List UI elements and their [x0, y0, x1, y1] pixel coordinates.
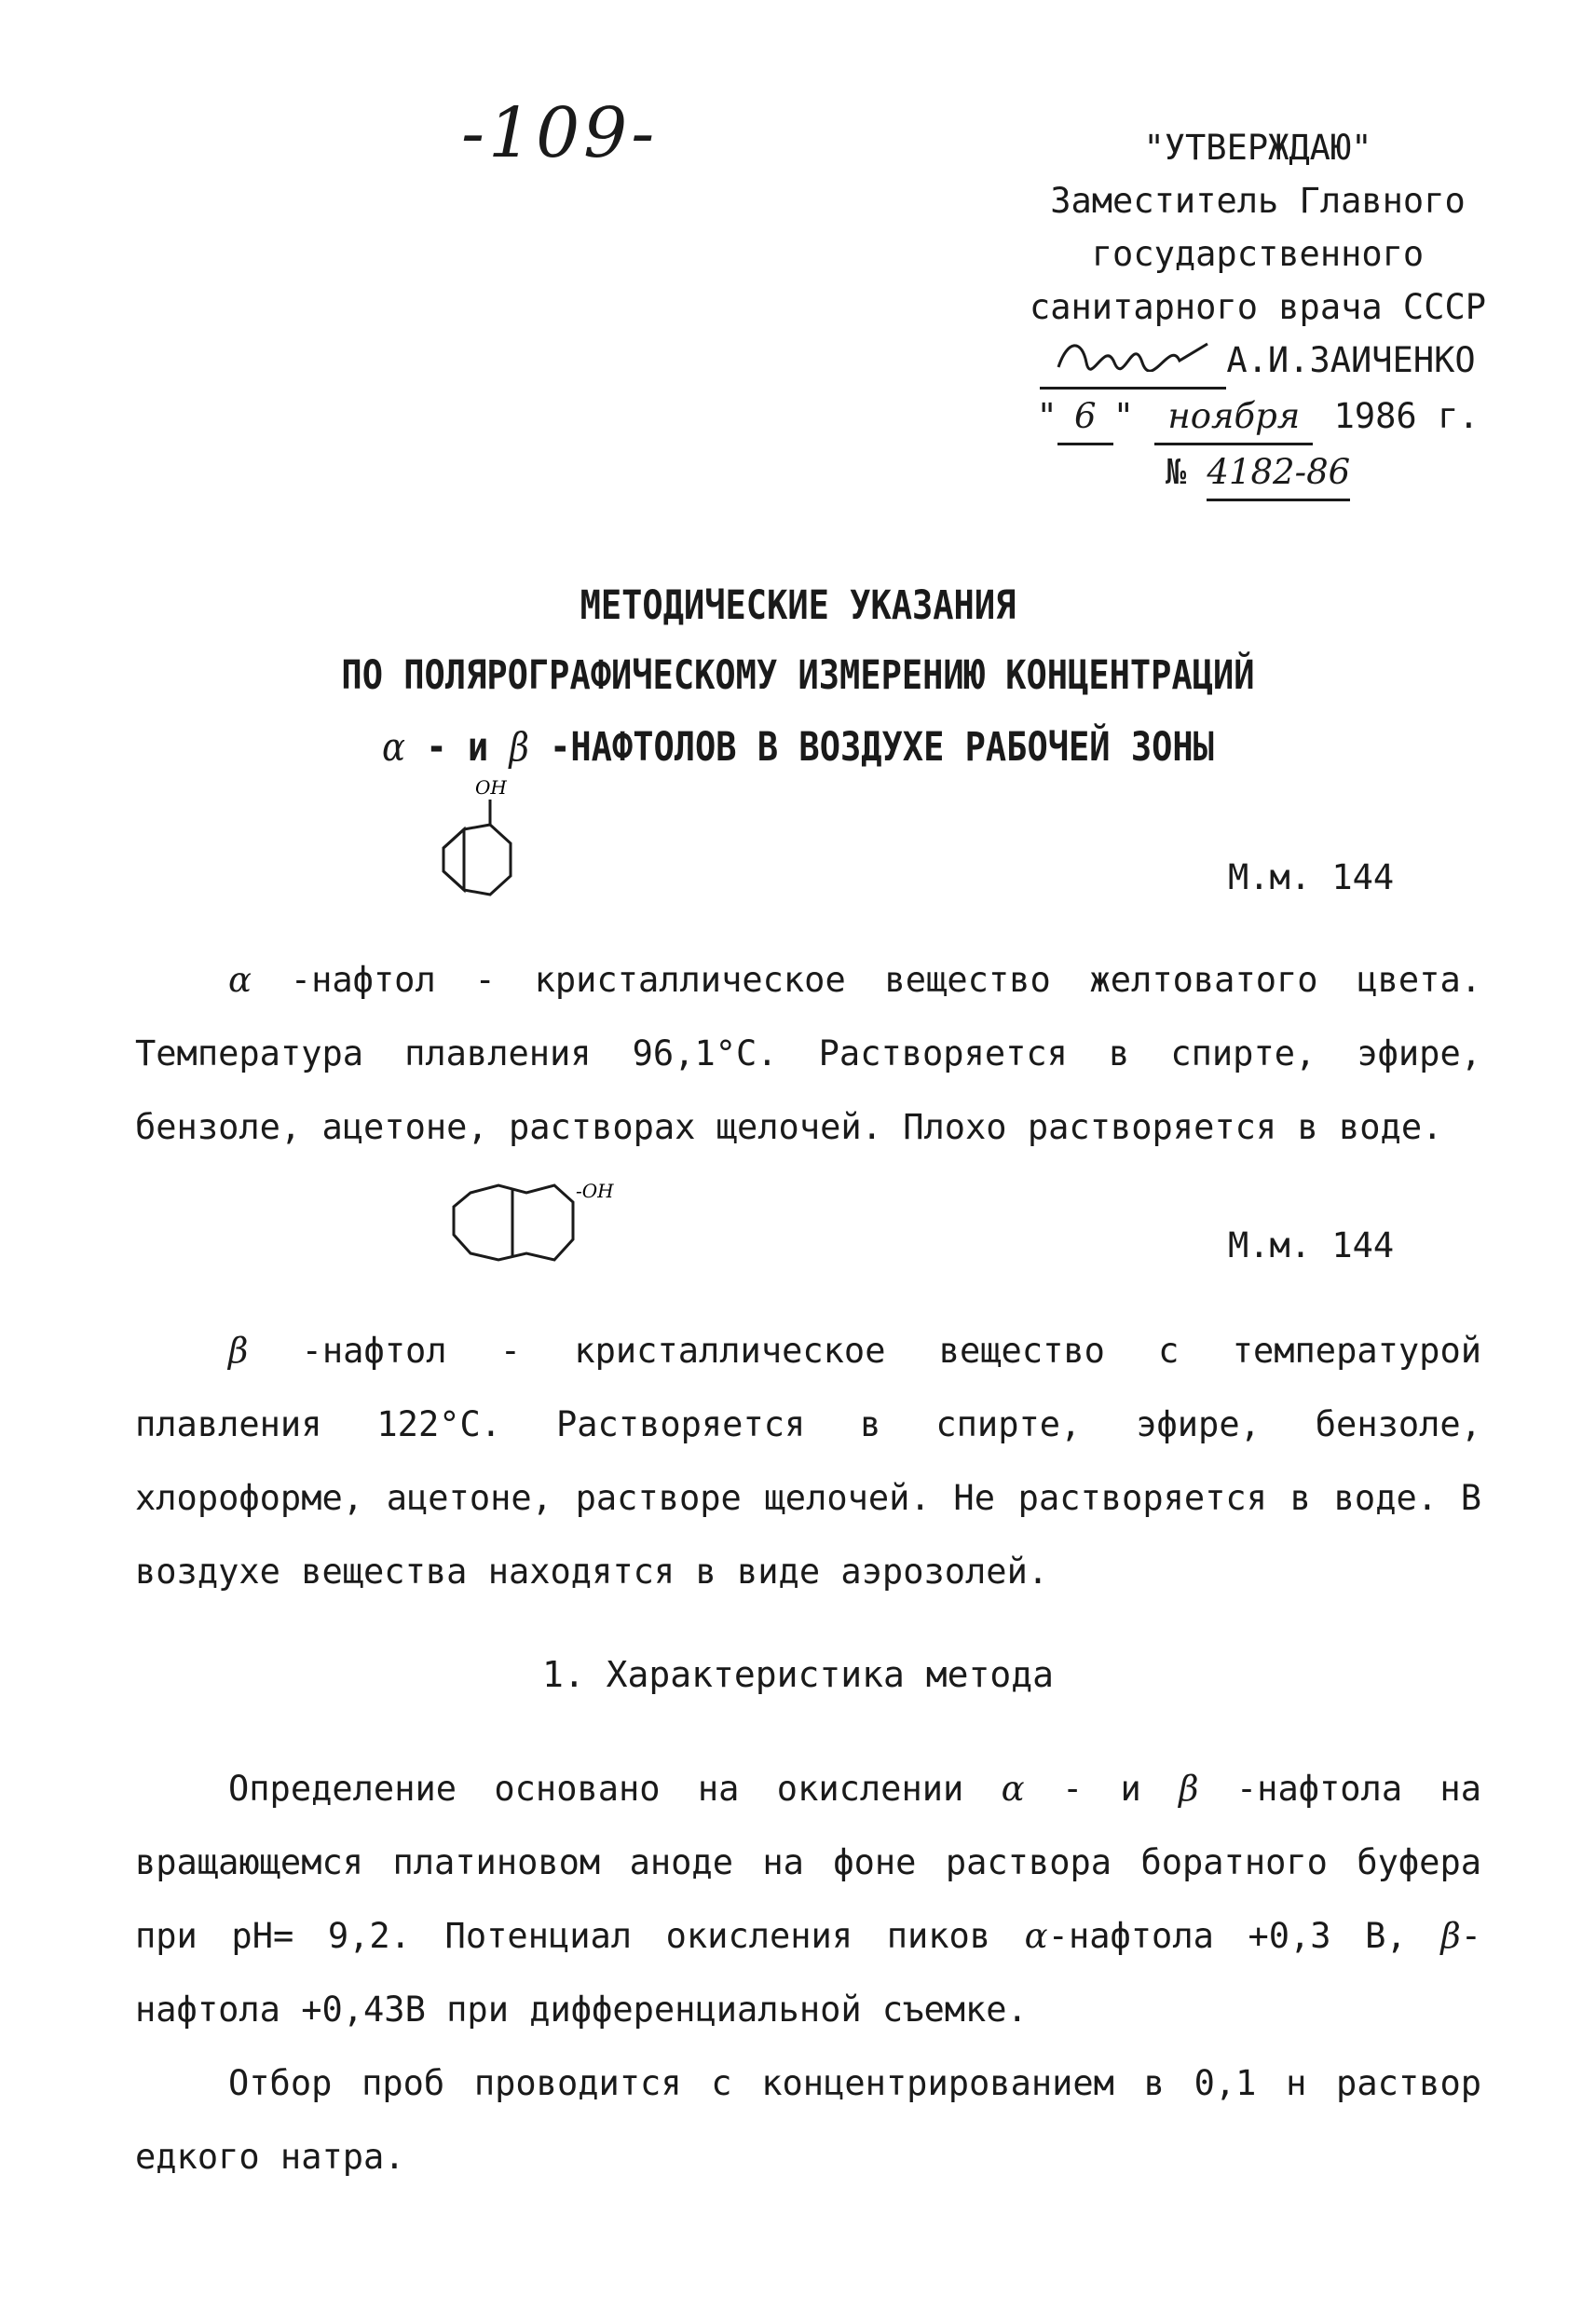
- alpha-symbol: α: [228, 960, 252, 1000]
- handwritten-signature: [1040, 334, 1226, 390]
- document-number: 4182-86: [1207, 445, 1350, 501]
- beta-naphthol-structure: [443, 1174, 629, 1280]
- beta-symbol: β: [1179, 1769, 1199, 1809]
- alpha-description-text: -нафтол - кристаллическое вещество желтоватого цвета. Температура плавления 96,1°С. Растворяется в спирте, эфире, бензоле, ацетоне, растворах щелочей. Плохо растворяется в воде.: [135, 960, 1481, 1147]
- alpha-naphthol-structure: [419, 773, 550, 926]
- section-heading: 1. Характеристика метода: [541, 1654, 1055, 1695]
- beta-description: [135, 1314, 1481, 1608]
- p1-part-e: -нафтола +0,43В при дифференциальной съемке.: [135, 1916, 1481, 2030]
- p1-part-d: -нафтола +0,3 В,: [1047, 1916, 1441, 1956]
- p1-part-c: -нафтола на вращающемся платиновом аноде на фоне раствора боратного буфера при pH= 9,2. Потенциал окисления пиков: [135, 1769, 1481, 1956]
- number-prefix: №: [1165, 452, 1187, 492]
- approval-position-line2: государственного: [1091, 234, 1425, 274]
- beta-oh-label: -OH: [576, 1180, 614, 1202]
- date-day: 6: [1057, 390, 1113, 445]
- title-line3: [0, 724, 1596, 770]
- approval-block: [1016, 121, 1500, 501]
- p1-part-b: - и: [1024, 1769, 1180, 1809]
- approval-date: [1016, 390, 1500, 445]
- beta-symbol: β: [1440, 1916, 1461, 1956]
- date-quote-close: ": [1112, 396, 1135, 436]
- signatory-name: А.И.ЗАИЧЕНКО: [1226, 340, 1476, 380]
- alpha-symbol: α: [382, 723, 406, 771]
- page-number: -109-: [461, 93, 659, 173]
- section1-paragraph1: [135, 1752, 1481, 2046]
- date-month: ноября: [1154, 390, 1313, 445]
- title-rest: -НАФТОЛОВ В ВОЗДУХЕ РАБОЧЕЙ ЗОНЫ: [528, 723, 1214, 771]
- date-quote-open: ": [1036, 396, 1057, 436]
- alpha-symbol: α: [1001, 1769, 1025, 1809]
- approval-position-line1: Заместитель Главного: [1050, 181, 1466, 221]
- title-and: - и: [405, 723, 510, 771]
- alpha-symbol: α: [1024, 1916, 1048, 1956]
- title-line2: ПО ПОЛЯРОГРАФИЧЕСКОМУ ИЗМЕРЕНИЮ КОНЦЕНТРАЦИЙ: [341, 651, 1255, 699]
- alpha-description: [135, 943, 1481, 1164]
- beta-symbol: β: [509, 723, 529, 771]
- title-line1: МЕТОДИЧЕСКИЕ УКАЗАНИЯ: [580, 581, 1016, 629]
- date-year: 1986 г.: [1333, 396, 1480, 436]
- approval-signature-line: [1016, 334, 1500, 390]
- approval-position-line3: санитарного врача СССР: [1029, 287, 1487, 327]
- approval-number: [1016, 445, 1500, 501]
- beta-description-text: -нафтол - кристаллическое вещество с температурой плавления 122°С. Растворяется в спирте, эфире, бензоле, хлороформе, ацетоне, растворе щелочей. Не растворяется в воде. В воздухе вещества находятся в виде аэрозолей.: [135, 1331, 1481, 1592]
- p1-part-a: Определение основано на окислении: [228, 1769, 1002, 1809]
- alpha-oh-label: OH: [475, 776, 507, 799]
- signature-scribble: [1040, 335, 1226, 372]
- section1-body: [135, 1752, 1481, 2194]
- section1-paragraph2: Отбор проб проводится с концентрированием в 0,1 н раствор едкого натра.: [135, 2063, 1481, 2177]
- approval-stamp: "УТВЕРЖДАЮ": [1143, 128, 1372, 168]
- alpha-molar-mass: М.м. 144: [1228, 857, 1395, 897]
- beta-symbol: β: [228, 1331, 249, 1371]
- beta-molar-mass: М.м. 144: [1228, 1225, 1395, 1265]
